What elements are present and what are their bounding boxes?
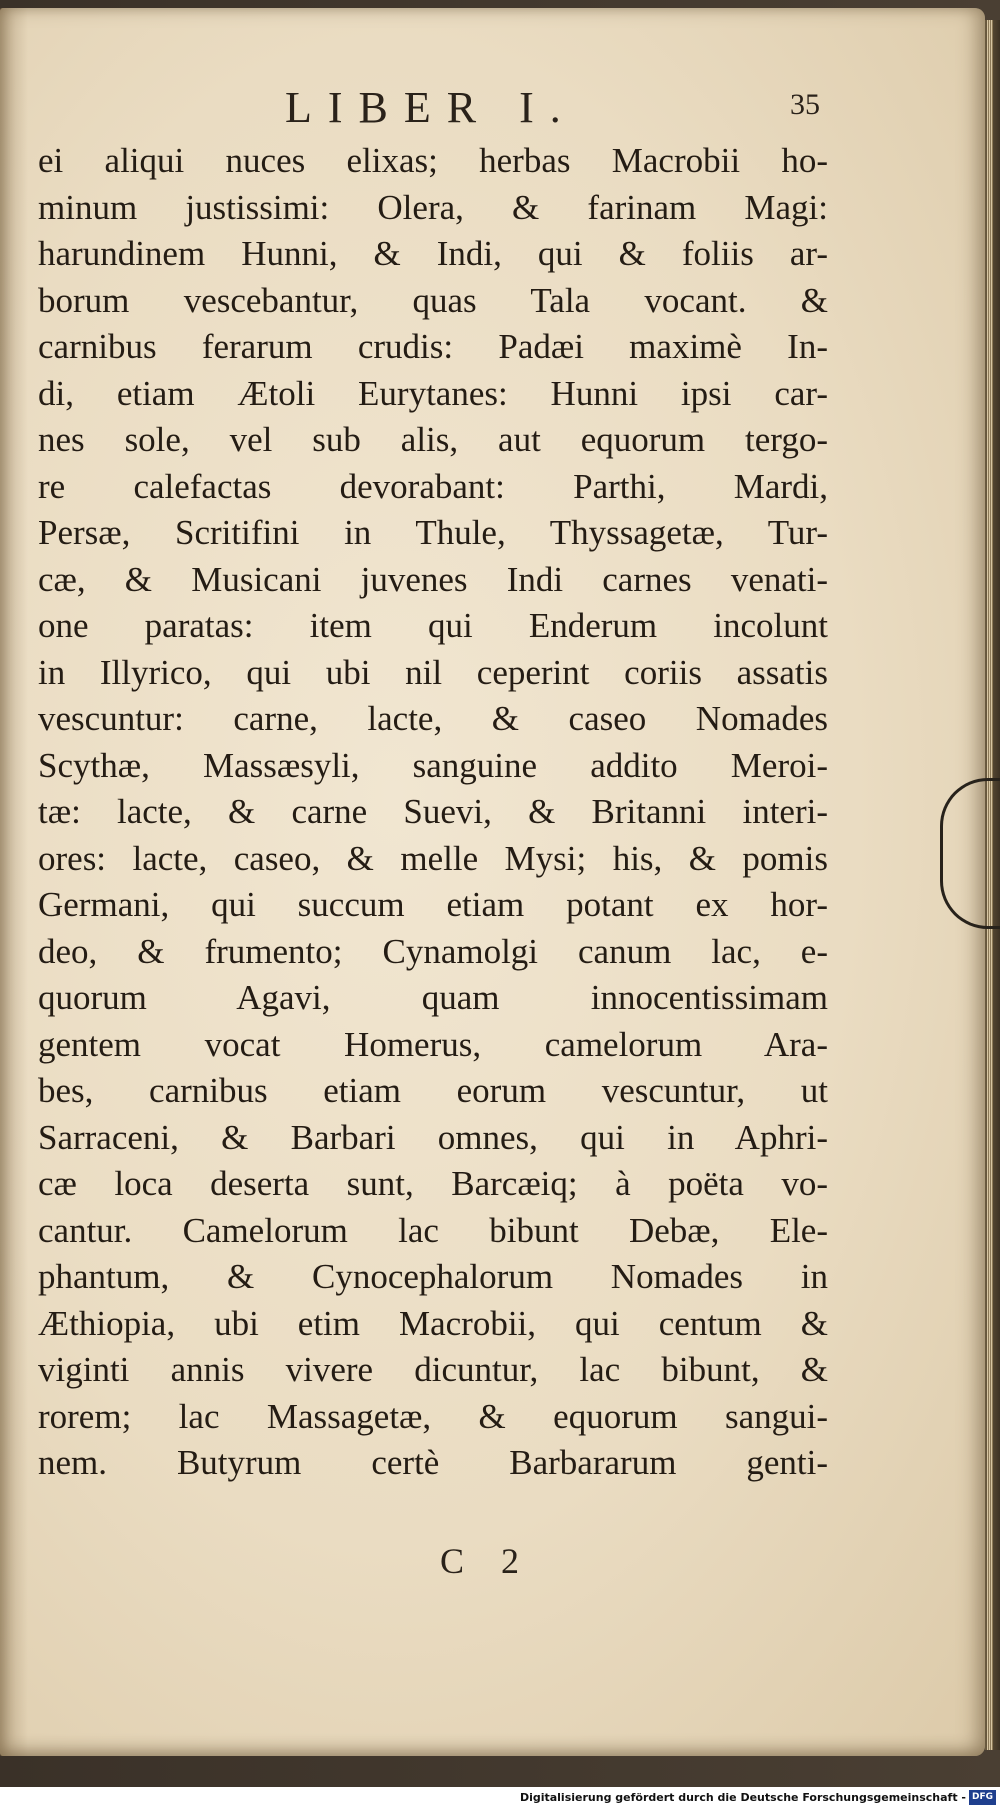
text-line: in Illyrico, qui ubi nil ceperint coriis assatis: [38, 652, 828, 692]
text-line: Persæ, Scritifini in Thule, Thyssagetæ, Tur-: [38, 513, 828, 552]
text-line: quorum Agavi, quam innocentissimam: [38, 978, 828, 1017]
text-line: vescuntur: carne, lacte, & caseo Nomades: [38, 699, 828, 738]
text-line: cæ loca deserta sunt, Barcæiq; à poëta vo-: [38, 1164, 828, 1203]
text-line: cantur. Camelorum lac bibunt Debæ, Ele-: [38, 1210, 828, 1250]
text-line: nes sole, vel sub alis, aut equorum tergo-: [38, 420, 828, 459]
text-line: bes, carnibus etiam eorum vescuntur, ut: [38, 1071, 828, 1110]
text-line: re calefactas devorabant: Parthi, Mardi,: [38, 466, 828, 506]
text-line: Germani, qui succum etiam potant ex hor-: [38, 885, 828, 924]
text-line: tæ: lacte, & carne Suevi, & Britanni interi-: [38, 792, 828, 831]
text-line: ei aliqui nuces elixas; herbas Macrobii ho-: [38, 141, 828, 180]
text-line: Sarraceni, & Barbari omnes, qui in Aphri-: [38, 1117, 828, 1157]
funding-credit: Digitalisierung gefördert durch die Deutsche Forschungsgemeinschaft -: [519, 1791, 966, 1804]
text-line: cæ, & Musicani juvenes Indi carnes venati-: [38, 559, 828, 599]
text-line: Scythæ, Massæsyli, sanguine addito Meroi-: [38, 745, 828, 785]
text-line: nem. Butyrum certè Barbararum genti-: [38, 1443, 828, 1482]
running-head: LIBER I.: [285, 83, 577, 132]
text-line: borum vescebantur, quas Tala vocant. &: [38, 280, 828, 320]
text-line: harundinem Hunni, & Indi, qui & foliis ar-: [38, 234, 828, 273]
footer-bar: [0, 1787, 1000, 1810]
text-line: carnibus ferarum crudis: Padæi maximè In-: [38, 327, 828, 366]
text-line: deo, & frumento; Cynamolgi canum lac, e-: [38, 931, 828, 971]
text-line: ores: lacte, caseo, & melle Mysi; his, & pomis: [38, 838, 828, 878]
text-line: rorem; lac Massagetæ, & equorum sangui-: [38, 1396, 828, 1436]
signature-mark: C 2: [440, 1541, 534, 1581]
text-line: one paratas: item qui Enderum incolunt: [38, 606, 828, 645]
dfg-logo: DFG: [969, 1790, 996, 1805]
text-line: gentem vocat Homerus, camelorum Ara-: [38, 1024, 828, 1064]
text-line: di, etiam Ætoli Eurytanes: Hunni ipsi car-: [38, 373, 828, 413]
text-line: Æthiopia, ubi etim Macrobii, qui centum &: [38, 1303, 828, 1343]
text-line: viginti annis vivere dicuntur, lac bibunt, &: [38, 1350, 828, 1389]
text-line: minum justissimi: Olera, & farinam Magi:: [38, 187, 828, 227]
page-number: 35: [790, 88, 820, 121]
bookmark-ribbon: [940, 778, 1000, 929]
text-line: phantum, & Cynocephalorum Nomades in: [38, 1257, 828, 1296]
page-header: [0, 82, 985, 134]
body-text: [38, 138, 828, 1487]
